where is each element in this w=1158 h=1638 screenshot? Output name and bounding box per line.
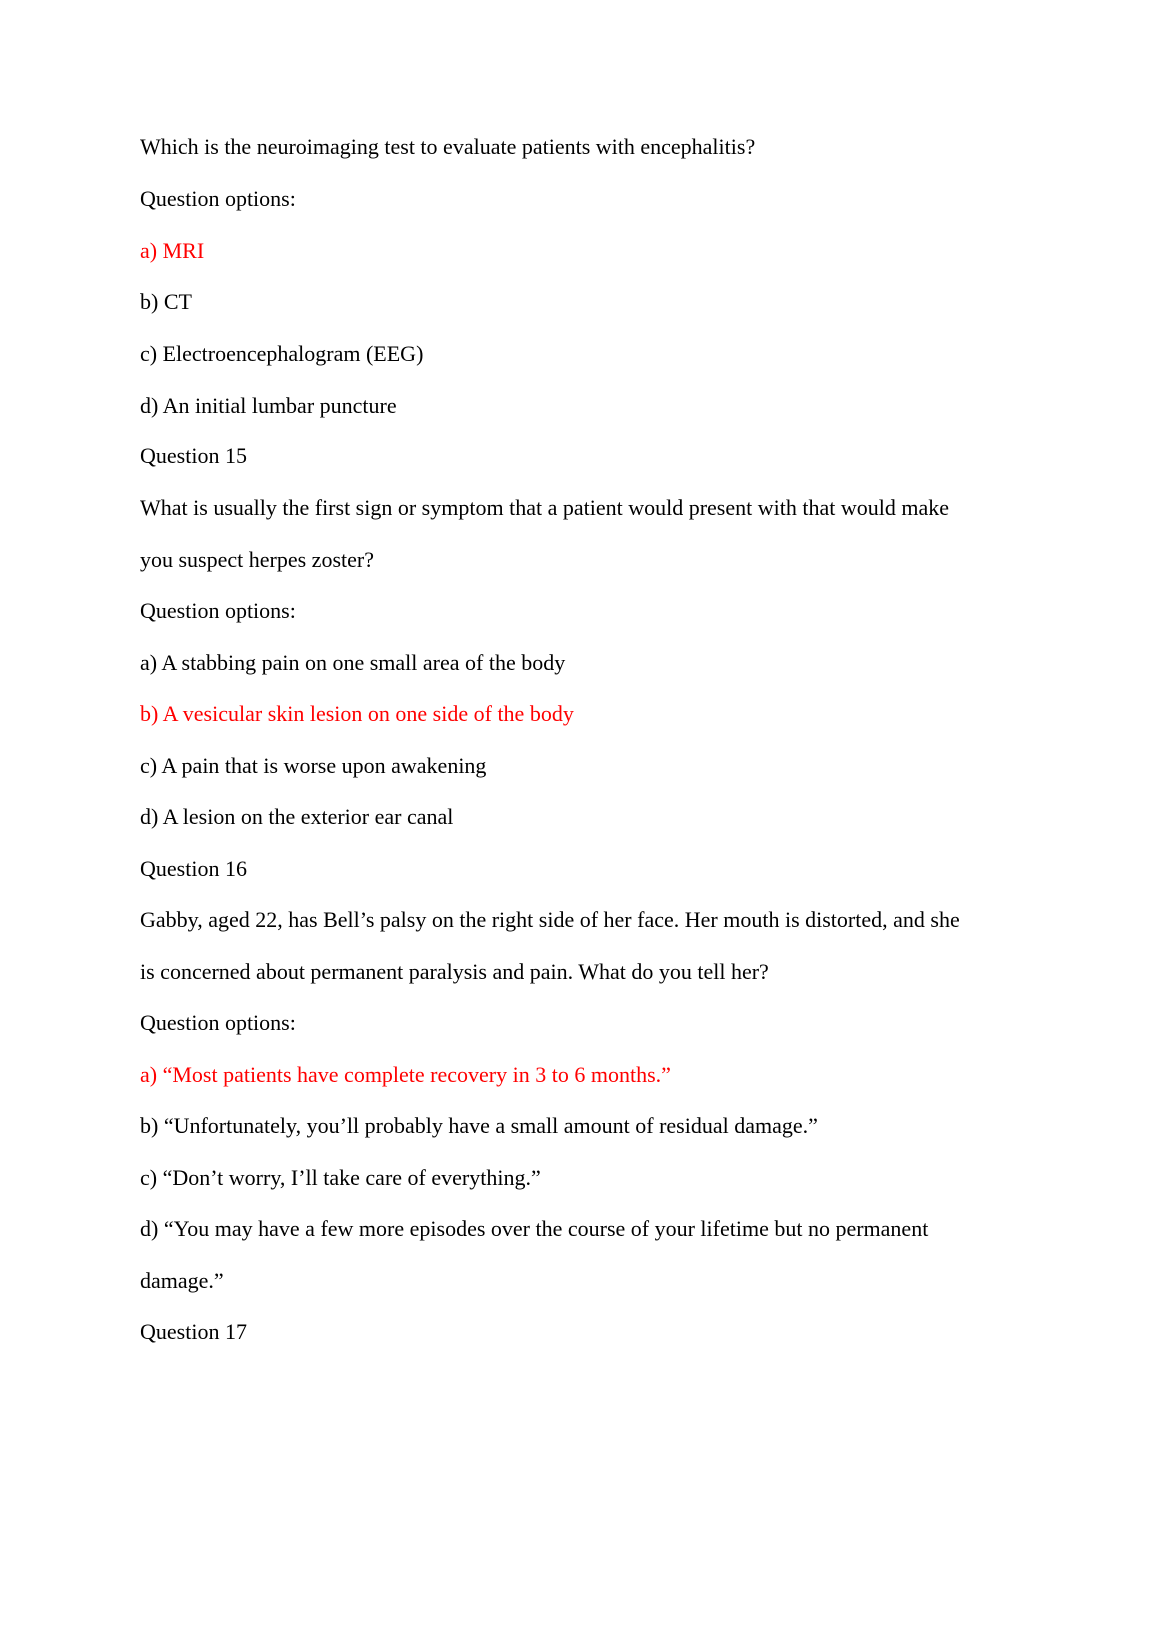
q15-option-a: a) A stabbing pain on one small area of the body <box>140 650 566 675</box>
q14-option-a-correct: a) MRI <box>140 238 205 263</box>
q15-prompt-line2: you suspect herpes zoster? <box>140 547 374 572</box>
q14-option-b: b) CT <box>140 289 192 314</box>
q15-heading: Question 15 <box>140 443 247 468</box>
q15-option-c: c) A pain that is worse upon awakening <box>140 753 487 778</box>
q15-option-b-correct: b) A vesicular skin lesion on one side of the body <box>140 701 574 726</box>
q16-option-d-line1: d) “You may have a few more episodes over the course of your lifetime but no permanent <box>140 1216 929 1241</box>
q16-option-c: c) “Don’t worry, I’ll take care of everything.” <box>140 1165 541 1190</box>
q14-options-label: Question options: <box>140 186 296 211</box>
q16-option-d-line2: damage.” <box>140 1268 224 1293</box>
q15-options-label: Question options: <box>140 598 296 623</box>
q14-option-d: d) An initial lumbar puncture <box>140 393 397 418</box>
q16-option-a-correct: a) “Most patients have complete recovery in 3 to 6 months.” <box>140 1062 671 1087</box>
q14-option-c: c) Electroencephalogram (EEG) <box>140 341 424 366</box>
q17-heading: Question 17 <box>140 1319 247 1344</box>
q16-option-b: b) “Unfortunately, you’ll probably have a small amount of residual damage.” <box>140 1113 818 1138</box>
q16-options-label: Question options: <box>140 1010 296 1035</box>
q15-prompt-line1: What is usually the first sign or symptom that a patient would present with that would make <box>140 495 949 520</box>
q16-prompt-line1: Gabby, aged 22, has Bell’s palsy on the right side of her face. Her mouth is distorted, and she <box>140 907 960 932</box>
q14-prompt: Which is the neuroimaging test to evaluate patients with encephalitis? <box>140 134 756 159</box>
q16-heading: Question 16 <box>140 856 247 881</box>
q15-option-d: d) A lesion on the exterior ear canal <box>140 804 454 829</box>
q16-prompt-line2: is concerned about permanent paralysis and pain. What do you tell her? <box>140 959 769 984</box>
